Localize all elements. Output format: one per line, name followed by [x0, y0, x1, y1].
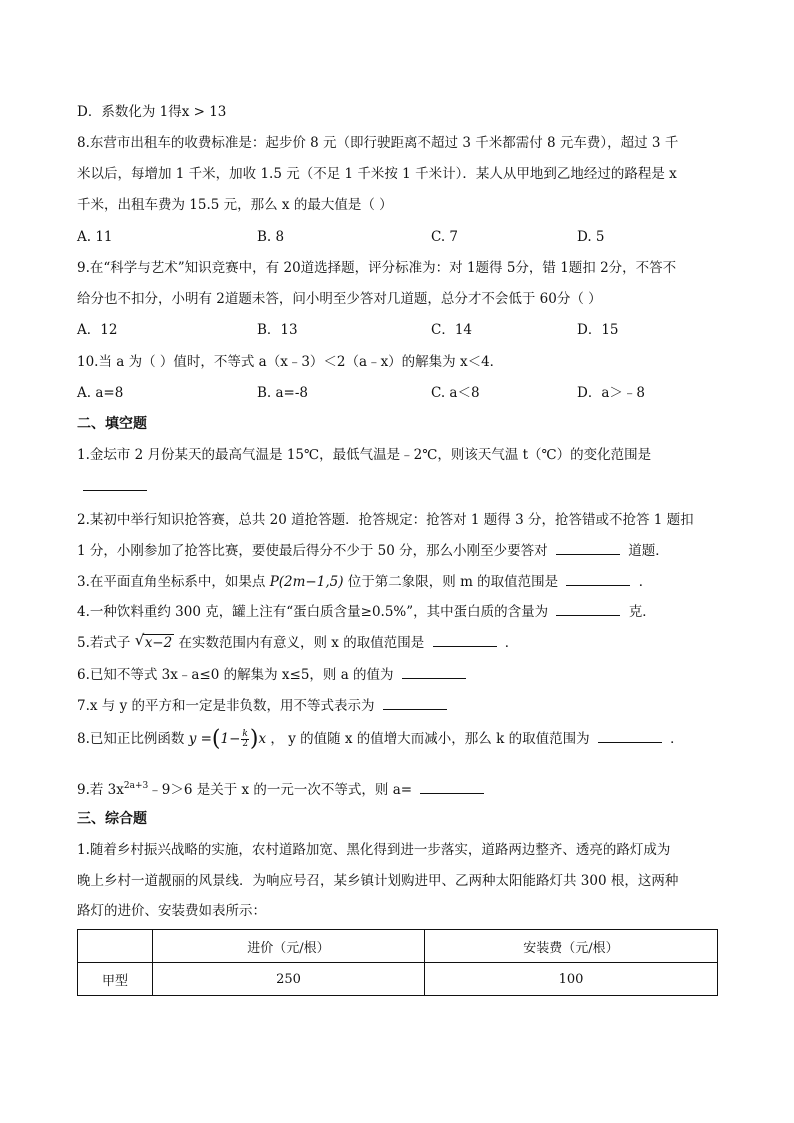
- q10-option-c[interactable]: C. a＜8: [431, 385, 480, 401]
- fill-q3: [77, 571, 652, 592]
- answer-blank[interactable]: [83, 476, 147, 491]
- fill-q8-one-minus: 1−: [220, 731, 241, 747]
- table-header-cell: 安装费（元/根）: [425, 930, 718, 963]
- q9-text-line2: 给分也不扣分，小明有 2道题未答，问小明至少答对几道题，总分才不会低于 60分（ ）: [77, 291, 602, 307]
- fill-q5-text-b: 在实数范围内有意义，则 x 的取值范围是: [178, 635, 425, 651]
- q10-text: 10.当 a 为（ ）值时，不等式 a（x﹣3）＜2（a﹣x）的解集为 x＜4．: [77, 354, 504, 370]
- fill-q4: [77, 601, 656, 622]
- q8-text-line2: 米以后，每增加 1 千米，加收 1.5 元（不足 1 千米按 1 千米计）．某人从甲地到乙地经过的路程是 x: [77, 166, 677, 182]
- comp-q1-line2: 晚上乡村一道靓丽的风景线．为响应号召，某乡镇计划购进甲、乙两种太阳能路灯共 300 根，这两种: [77, 873, 679, 889]
- open-paren: (: [211, 726, 221, 752]
- fill-q9-exponent: 2a+3: [123, 781, 149, 791]
- fill-q2-line2: [77, 540, 669, 561]
- fill-q9: [77, 776, 488, 800]
- fill-q2-text-b: 道题．: [628, 543, 669, 559]
- fill-q3-text-a: 3.在平面直角坐标系中，如果点: [77, 574, 266, 590]
- fill-q7: [77, 695, 451, 716]
- fill-q1-text: 1.金坛市 2 月份某天的最高气温是 15℃，最低气温是﹣2℃，则该天气温 t（℃）的变化范围是: [77, 447, 652, 463]
- fill-q8: [77, 728, 684, 750]
- fill-q5-end: ．: [504, 635, 519, 651]
- fill-q3-text-b: 位于第二象限，则 m 的取值范围是: [347, 574, 559, 590]
- q8-options: [77, 227, 717, 247]
- q9-option-a[interactable]: A．12: [77, 322, 118, 338]
- fill-q6-text: 6.已知不等式 3x﹣a≤0 的解集为 x≤5，则 a 的值为: [77, 667, 394, 683]
- answer-blank[interactable]: [598, 728, 662, 743]
- q9-options: [77, 320, 717, 340]
- q8-option-c[interactable]: C. 7: [431, 229, 459, 245]
- fill-q1-answer-line[interactable]: [77, 476, 151, 497]
- fill-q8-y: y =: [188, 731, 212, 747]
- q10-option-a[interactable]: A. a=8: [77, 385, 124, 401]
- q8-option-b[interactable]: B. 8: [257, 229, 285, 245]
- fill-q8-x: x: [258, 731, 267, 747]
- q8-option-a[interactable]: A. 11: [77, 229, 113, 245]
- fill-q7-text: 7.x 与 y 的平方和一定是非负数，用不等式表示为: [77, 698, 375, 714]
- answer-blank[interactable]: [420, 779, 484, 794]
- q9-text-line1: 9.在“科学与艺术”知识竞赛中，有 20道选择题，评分标准为：对 1题得 5分，错 1题扣 2分，不答不: [77, 260, 677, 276]
- answer-blank[interactable]: [556, 540, 620, 555]
- fill-q9-text-a: 9.若 3x: [77, 782, 124, 798]
- fill-q8-end: ．: [670, 731, 684, 747]
- sqrt-symbol: √: [134, 631, 145, 649]
- table-header-cell: 进价（元/根）: [153, 930, 425, 963]
- q9-option-c[interactable]: C．14: [431, 322, 473, 338]
- fraction-k-over-2: [241, 730, 248, 749]
- comp-q1-line1: 1.随着乡村振兴战略的实施，农村道路加宽、黑化得到进一步落实，道路两边整齐、透亮的路灯成为: [77, 842, 671, 858]
- q10-option-b[interactable]: B. a=-8: [257, 385, 309, 401]
- sqrt-expression: [135, 633, 175, 653]
- close-paren: ): [249, 726, 259, 752]
- answer-blank[interactable]: [383, 695, 447, 710]
- fraction-denominator: 2: [242, 739, 249, 749]
- section-fill-in-title: 二、填空题: [77, 416, 147, 432]
- section-comprehensive-title: 三、综合题: [77, 811, 147, 827]
- q9-option-b[interactable]: B．13: [257, 322, 298, 338]
- table-header-row: [78, 930, 718, 963]
- fill-q5-text-a: 5.若式子: [77, 635, 131, 651]
- q9-option-d[interactable]: D．15: [577, 322, 619, 338]
- q8-text-line3: 千米，出租车费为 15.5 元，那么 x 的最大值是（ ）: [77, 197, 393, 213]
- table-row: [78, 963, 718, 996]
- answer-blank[interactable]: [402, 664, 466, 679]
- q7-option-d: D．系数化为 1得x > 13: [77, 104, 227, 120]
- table-cell: 100: [425, 963, 718, 996]
- q10-option-d[interactable]: D．a＞﹣8: [577, 385, 645, 401]
- q8-option-d[interactable]: D. 5: [577, 229, 605, 245]
- answer-blank[interactable]: [433, 632, 497, 647]
- table-header-cell: [78, 930, 153, 963]
- fill-q5: [77, 632, 518, 653]
- table-cell: 甲型: [78, 963, 153, 996]
- fill-q4-text-b: 克．: [628, 604, 656, 620]
- fraction-numerator: k: [242, 729, 248, 739]
- fill-q4-text-a: 4.一种饮料重约 300 克，罐上注有“蛋白质含量≥0.5%”，其中蛋白质的含量为: [77, 604, 549, 620]
- fill-q2-text-a: 1 分，小刚参加了抢答比赛，要使最后得分不少于 50 分，那么小刚至少要答对: [77, 543, 548, 559]
- fill-q8-text-a: 8.已知正比例函数: [77, 731, 185, 747]
- table-cell: 250: [153, 963, 425, 996]
- answer-blank[interactable]: [566, 571, 630, 586]
- q8-text-line1: 8.东营市出租车的收费标准是：起步价 8 元（即行驶距离不超过 3 千米都需付 8 元车费），超过 3 千: [77, 135, 679, 151]
- price-table: [77, 929, 718, 996]
- fill-q3-point: P(2m−1,5): [269, 574, 344, 590]
- comp-q1-line3: 路灯的进价、安装费如表所示：: [77, 903, 266, 919]
- fill-q2-line1: 2.某初中举行知识抢答赛，总共 20 道抢答题．抢答规定：抢答对 1 题得 3 分，抢答错或不抢答 1 题扣: [77, 512, 694, 528]
- answer-blank[interactable]: [556, 601, 620, 616]
- fill-q8-text-b: ， y 的值随 x 的值增大而减小，那么 k 的取值范围为: [270, 731, 590, 747]
- fill-q9-text-b: ﹣9＞6 是关于 x 的一元一次不等式，则 a=: [148, 782, 413, 798]
- fill-q3-end: ．: [638, 574, 653, 590]
- q10-options: [77, 383, 717, 403]
- sqrt-radicand: x−2: [144, 635, 173, 651]
- fill-q6: [77, 664, 470, 685]
